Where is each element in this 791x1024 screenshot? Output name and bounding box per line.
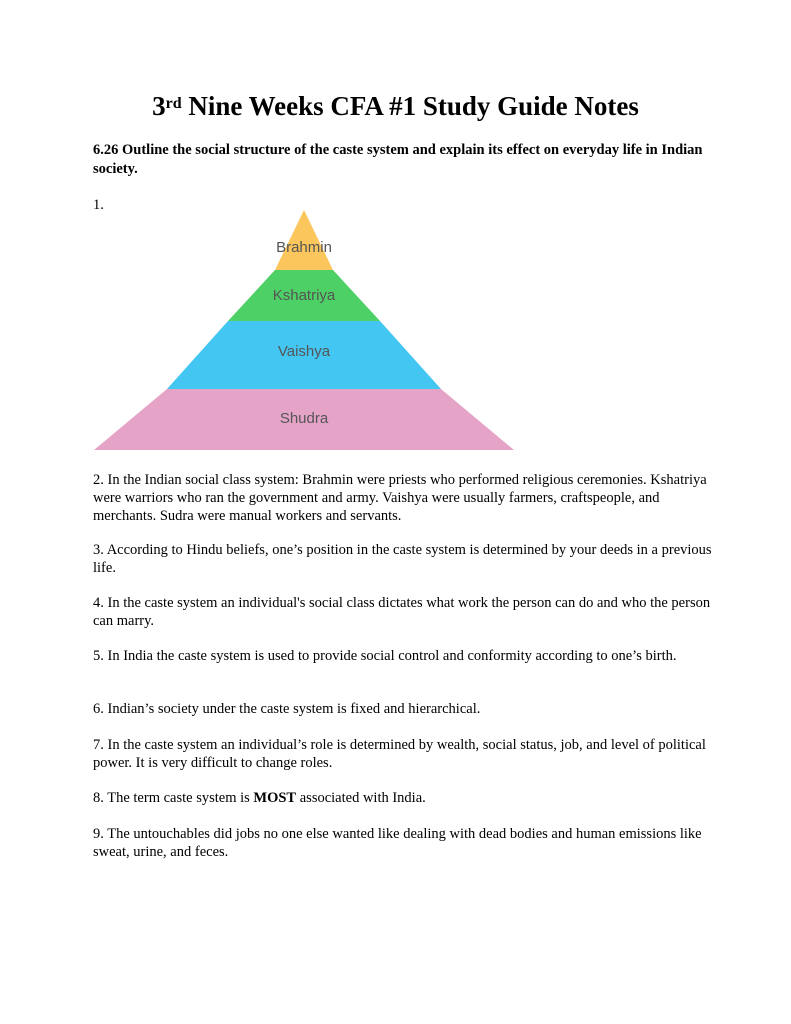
note-item-8-end: associated with India.: [296, 790, 426, 806]
caste-pyramid-diagram: [92, 208, 516, 452]
note-item-5: 5. In India the caste system is used to provide social control and conformity according to one’s birth.: [93, 648, 677, 664]
page-title: [0, 88, 791, 124]
pyramid-label-vaishya: Vaishya: [277, 343, 331, 360]
title-superscript: rd: [165, 95, 182, 112]
note-item-7: 7. In the caste system an individual’s role is determined by wealth, social status, job, and level of political power. It is very difficult to change roles.: [93, 737, 706, 771]
pyramid-label-shudra: Shudra: [279, 410, 329, 427]
note-item-9: 9. The untouchables did jobs no one else wanted like dealing with dead bodies and human emissions like sweat, urine, and feces.: [93, 826, 702, 860]
pyramid-label-brahmin: Brahmin: [276, 239, 332, 256]
note-item-8-start: 8. The term caste system is: [93, 790, 254, 806]
title-prefix: 3: [152, 91, 166, 121]
note-item-4: 4. In the caste system an individual's social class dictates what work the person can do and who the person can marry.: [93, 595, 711, 629]
standard-heading: 6.26 Outline the social structure of the caste system and explain its effect on everyday life in Indian society.: [93, 142, 703, 177]
note-item-3: 3. According to Hindu beliefs, one’s position in the caste system is determined by your deeds in a previous life.: [93, 542, 712, 576]
note-item-2: 2. In the Indian social class system: Brahmin were priests who performed religious ceremonies. Kshatriya were warriors who ran the government and army. Vaishya were usually farmers, craftspeople, and merchants. Sudra were manual workers and servants.: [93, 472, 707, 524]
title-rest: Nine Weeks CFA #1 Study Guide Notes: [181, 91, 639, 121]
note-item-6: 6. Indian’s society under the caste system is fixed and hierarchical.: [93, 701, 481, 717]
note-item-8: [93, 789, 713, 807]
pyramid-label-kshatriya: Kshatriya: [272, 287, 336, 304]
item-1-number: 1.: [93, 197, 104, 213]
note-item-8-emphasis: MOST: [253, 790, 297, 806]
